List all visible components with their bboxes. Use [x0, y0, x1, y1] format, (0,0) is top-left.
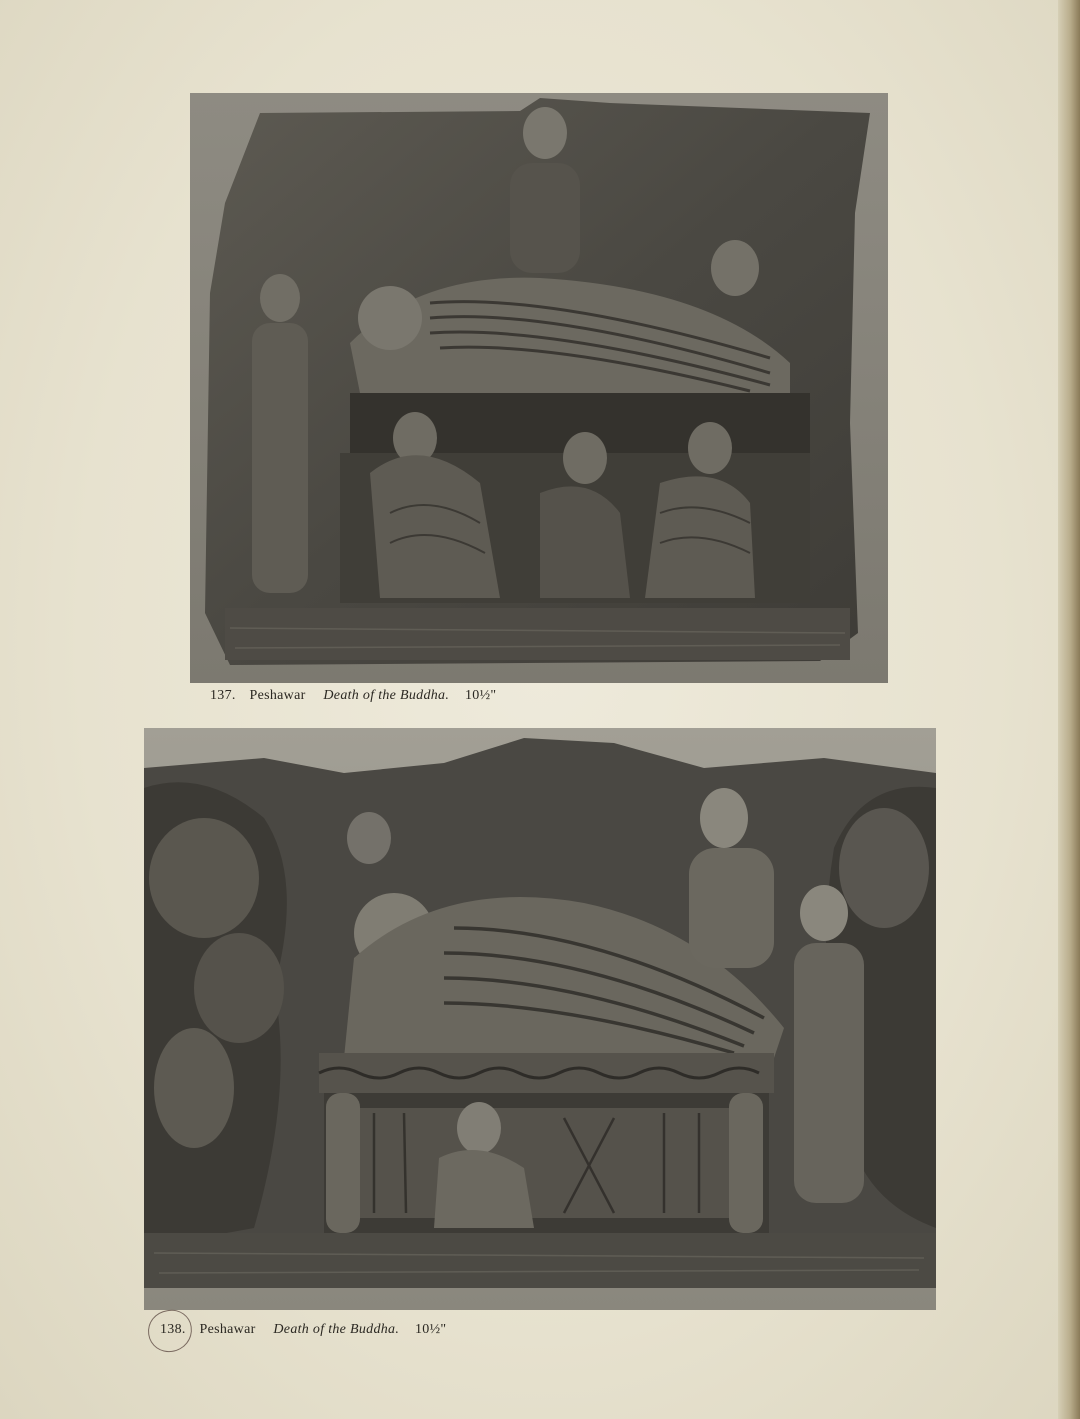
plate-138-photograph [144, 728, 936, 1310]
plate-137-caption [210, 688, 496, 704]
plate-location: Peshawar [249, 688, 306, 703]
plate-138-caption [160, 1322, 446, 1338]
relief-137-image [190, 93, 888, 683]
plate-number: 137. [210, 688, 236, 703]
plate-size: 10½" [464, 688, 497, 703]
plate-137-photograph [190, 93, 888, 683]
plate-number: 138. [160, 1322, 186, 1337]
plate-location: Peshawar [199, 1322, 256, 1337]
book-spine-edge [1058, 0, 1080, 1419]
plate-size: 10½" [414, 1322, 447, 1337]
plate-title: Death of the Buddha. [323, 688, 450, 703]
relief-138-image [144, 728, 936, 1310]
plate-title: Death of the Buddha. [273, 1322, 400, 1337]
